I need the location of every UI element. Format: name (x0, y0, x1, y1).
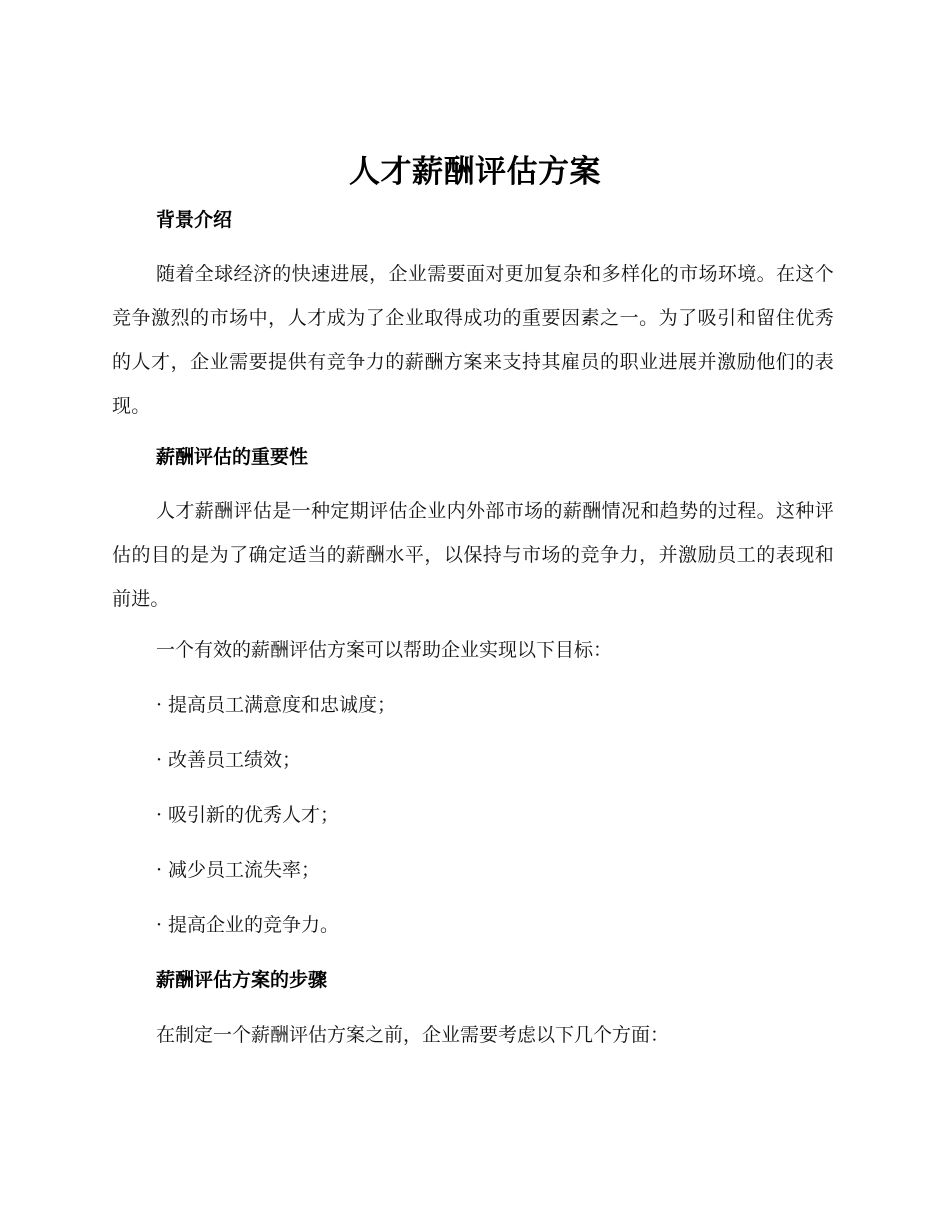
document-title: 人才薪酬评估方案 (349, 154, 601, 190)
paragraph-background: 随着全球经济的快速进展，企业需要面对更加复杂和多样化的市场环境。在这个竞争激烈的市场中，人才成为了企业取得成功的重要因素之一。为了吸引和留住优秀的人才，企业需要提供有竞争力的薪酬方案来支持其雇员的职业进展并激励他们的表现。 (112, 263, 834, 417)
bullet-icon: · (156, 859, 163, 881)
section-heading-steps: 薪酬评估方案的步骤 (156, 969, 328, 991)
bullet-icon: · (156, 749, 163, 771)
list-item-text: 提高员工满意度和忠诚度； (168, 694, 397, 716)
list-item (156, 690, 396, 720)
bullet-icon: · (156, 694, 163, 716)
steps-intro: 在制定一个薪酬评估方案之前，企业需要考虑以下几个方面： (156, 1024, 670, 1046)
goals-intro: 一个有效的薪酬评估方案可以帮助企业实现以下目标： (156, 639, 613, 661)
list-item (156, 855, 320, 885)
list-item-text: 吸引新的优秀人才； (168, 804, 340, 826)
list-item (156, 800, 339, 830)
list-item-text: 减少员工流失率； (168, 859, 321, 881)
bullet-icon: · (156, 914, 163, 936)
list-item (156, 910, 339, 940)
list-item-text: 改善员工绩效； (168, 749, 302, 771)
section-heading-background: 背景介绍 (156, 209, 233, 231)
list-item-text: 提高企业的竞争力。 (168, 914, 340, 936)
section-heading-importance: 薪酬评估的重要性 (156, 446, 309, 468)
paragraph-importance: 人才薪酬评估是一种定期评估企业内外部市场的薪酬情况和趋势的过程。这种评估的目的是为了确定适当的薪酬水平，以保持与市场的竞争力，并激励员工的表现和前进。 (112, 500, 834, 610)
bullet-icon: · (156, 804, 163, 826)
list-item (156, 745, 301, 775)
